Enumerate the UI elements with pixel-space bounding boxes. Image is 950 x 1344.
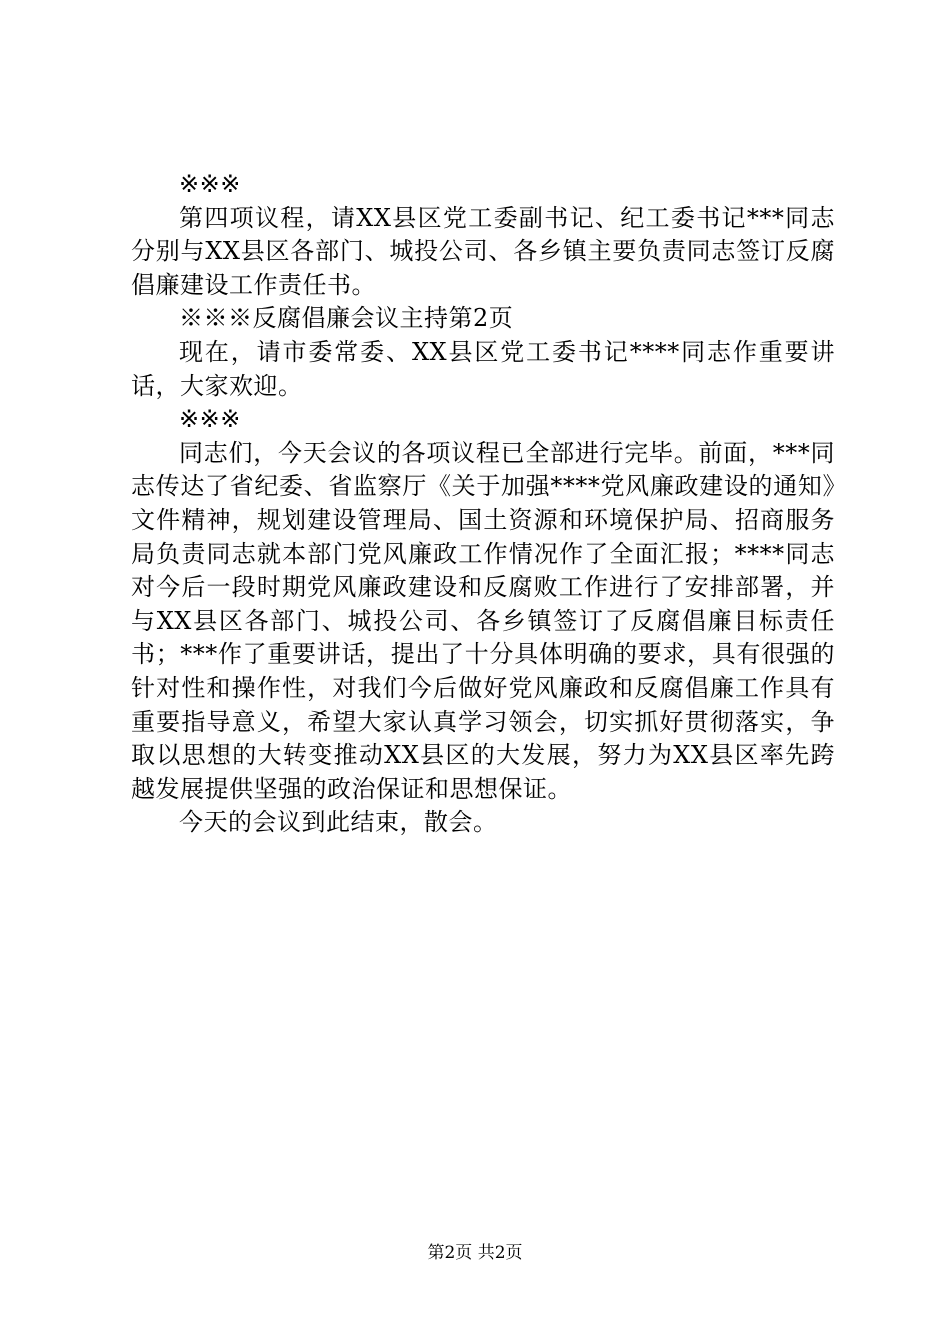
meeting-adjourned: 今天的会议到此结束，散会。 xyxy=(179,808,498,837)
page-footer: 第2页 共2页 xyxy=(427,1243,523,1263)
separator-marks: ※※※ xyxy=(179,170,241,198)
separator-marks: ※※※ xyxy=(179,405,241,434)
section-heading: ※※※反腐倡廉会议主持第2页 xyxy=(179,304,514,333)
document-body xyxy=(131,168,835,840)
closing-summary: 同志们，今天会议的各项议程已全部进行完毕。前面，***同志传达了省纪委、省监察厅《关于加强****党风廉政建设的通知》文件精神，规划建设管理局、国土资源和环境保护局、招商服务局负责同志就本部门党风廉政工作情况作了全面汇报；****同志对今后一段时期党风廉政建设和反腐败工作进行了安排部署，并与XX县区各部门、城投公司、各乡镇签订了反腐倡廉目标责任书；***作了重要讲话，提出了十分具体明确的要求，具有很强的针对性和操作性，对我们今后做好党风廉政和反腐倡廉工作具有重要指导意义，希望大家认真学习领会，切实抓好贯彻落实，争取以思想的大转变推动XX县区的大发展，努力为XX县区率先跨越发展提供坚强的政治保证和思想保证。 xyxy=(131,438,835,803)
speech-invitation: 现在，请市委常委、XX县区党工委书记****同志作重要讲话，大家欢迎。 xyxy=(131,337,835,400)
agenda-item-four: 第四项议程，请XX县区党工委副书记、纪工委书记***同志分别与XX县区各部门、城投公司、各乡镇主要负责同志签订反腐倡廉建设工作责任书。 xyxy=(131,203,835,299)
